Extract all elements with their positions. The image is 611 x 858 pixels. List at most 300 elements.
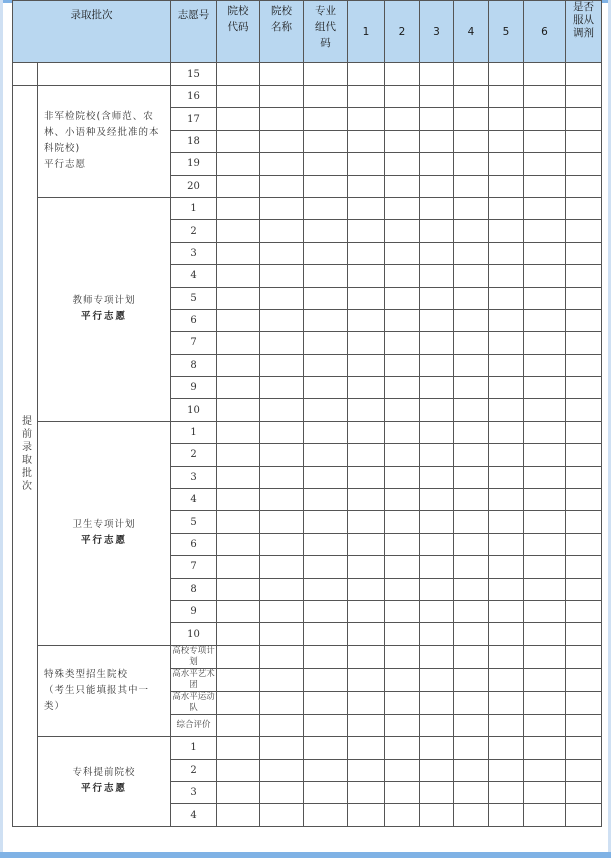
entry-cell[interactable] bbox=[489, 399, 524, 421]
entry-cell[interactable] bbox=[420, 309, 454, 331]
entry-cell[interactable] bbox=[420, 421, 454, 443]
entry-cell[interactable] bbox=[385, 759, 420, 781]
entry-cell[interactable] bbox=[454, 153, 489, 175]
entry-cell[interactable] bbox=[420, 668, 454, 691]
entry-cell[interactable] bbox=[260, 489, 304, 511]
entry-cell[interactable] bbox=[385, 332, 420, 354]
entry-cell[interactable] bbox=[524, 668, 566, 691]
entry-cell[interactable] bbox=[385, 466, 420, 488]
entry-cell[interactable] bbox=[385, 804, 420, 826]
entry-cell[interactable] bbox=[348, 600, 385, 622]
entry-cell[interactable] bbox=[454, 737, 489, 759]
entry-cell[interactable] bbox=[420, 354, 454, 376]
entry-cell[interactable] bbox=[454, 309, 489, 331]
entry-cell[interactable] bbox=[260, 332, 304, 354]
entry-cell[interactable] bbox=[489, 804, 524, 826]
entry-cell[interactable] bbox=[489, 600, 524, 622]
entry-cell[interactable] bbox=[420, 600, 454, 622]
entry-cell[interactable] bbox=[260, 714, 304, 736]
entry-cell[interactable] bbox=[304, 533, 348, 555]
entry-cell[interactable] bbox=[217, 714, 260, 736]
entry-cell[interactable] bbox=[304, 466, 348, 488]
entry-cell[interactable] bbox=[217, 377, 260, 399]
entry-cell[interactable] bbox=[385, 556, 420, 578]
entry-cell[interactable] bbox=[217, 781, 260, 803]
entry-cell[interactable] bbox=[566, 600, 602, 622]
entry-cell[interactable] bbox=[566, 489, 602, 511]
entry-cell[interactable] bbox=[420, 804, 454, 826]
entry-cell[interactable] bbox=[304, 691, 348, 714]
entry-cell[interactable] bbox=[454, 421, 489, 443]
entry-cell[interactable] bbox=[304, 489, 348, 511]
entry-cell[interactable] bbox=[304, 130, 348, 152]
entry-cell[interactable] bbox=[420, 623, 454, 645]
entry-cell[interactable] bbox=[348, 804, 385, 826]
entry-cell[interactable] bbox=[524, 714, 566, 736]
entry-cell[interactable] bbox=[348, 556, 385, 578]
entry-cell[interactable] bbox=[348, 287, 385, 309]
entry-cell[interactable] bbox=[489, 668, 524, 691]
entry-cell[interactable] bbox=[454, 668, 489, 691]
entry-cell[interactable] bbox=[524, 265, 566, 287]
entry-cell[interactable] bbox=[566, 399, 602, 421]
entry-cell[interactable] bbox=[348, 332, 385, 354]
entry-cell[interactable] bbox=[420, 332, 454, 354]
entry-cell[interactable] bbox=[304, 714, 348, 736]
entry-cell[interactable] bbox=[524, 759, 566, 781]
entry-cell[interactable] bbox=[385, 309, 420, 331]
entry-cell[interactable] bbox=[217, 242, 260, 264]
entry-cell[interactable] bbox=[217, 399, 260, 421]
entry-cell[interactable] bbox=[217, 265, 260, 287]
entry-cell[interactable] bbox=[348, 781, 385, 803]
entry-cell[interactable] bbox=[348, 623, 385, 645]
entry-cell[interactable] bbox=[489, 130, 524, 152]
entry-cell[interactable] bbox=[524, 511, 566, 533]
entry-cell[interactable] bbox=[217, 600, 260, 622]
entry-cell[interactable] bbox=[304, 332, 348, 354]
entry-cell[interactable] bbox=[524, 623, 566, 645]
entry-cell[interactable] bbox=[348, 691, 385, 714]
entry-cell[interactable] bbox=[348, 377, 385, 399]
entry-cell[interactable] bbox=[454, 645, 489, 668]
entry-cell[interactable] bbox=[260, 153, 304, 175]
entry-cell[interactable] bbox=[566, 668, 602, 691]
entry-cell[interactable] bbox=[260, 63, 304, 86]
entry-cell[interactable] bbox=[348, 737, 385, 759]
entry-cell[interactable] bbox=[454, 489, 489, 511]
entry-cell[interactable] bbox=[524, 63, 566, 86]
entry-cell[interactable] bbox=[385, 781, 420, 803]
entry-cell[interactable] bbox=[348, 242, 385, 264]
entry-cell[interactable] bbox=[385, 63, 420, 86]
entry-cell[interactable] bbox=[217, 691, 260, 714]
entry-cell[interactable] bbox=[420, 175, 454, 197]
entry-cell[interactable] bbox=[348, 578, 385, 600]
entry-cell[interactable] bbox=[489, 220, 524, 242]
entry-cell[interactable] bbox=[304, 623, 348, 645]
entry-cell[interactable] bbox=[454, 759, 489, 781]
entry-cell[interactable] bbox=[420, 108, 454, 130]
entry-cell[interactable] bbox=[454, 714, 489, 736]
entry-cell[interactable] bbox=[524, 804, 566, 826]
entry-cell[interactable] bbox=[260, 108, 304, 130]
entry-cell[interactable] bbox=[566, 759, 602, 781]
entry-cell[interactable] bbox=[420, 556, 454, 578]
entry-cell[interactable] bbox=[566, 220, 602, 242]
entry-cell[interactable] bbox=[524, 466, 566, 488]
entry-cell[interactable] bbox=[566, 332, 602, 354]
entry-cell[interactable] bbox=[566, 556, 602, 578]
entry-cell[interactable] bbox=[566, 175, 602, 197]
entry-cell[interactable] bbox=[385, 399, 420, 421]
entry-cell[interactable] bbox=[385, 220, 420, 242]
entry-cell[interactable] bbox=[454, 444, 489, 466]
entry-cell[interactable] bbox=[489, 265, 524, 287]
entry-cell[interactable] bbox=[217, 466, 260, 488]
entry-cell[interactable] bbox=[385, 623, 420, 645]
entry-cell[interactable] bbox=[524, 533, 566, 555]
entry-cell[interactable] bbox=[304, 399, 348, 421]
entry-cell[interactable] bbox=[454, 804, 489, 826]
entry-cell[interactable] bbox=[420, 714, 454, 736]
entry-cell[interactable] bbox=[454, 623, 489, 645]
entry-cell[interactable] bbox=[524, 130, 566, 152]
entry-cell[interactable] bbox=[304, 421, 348, 443]
entry-cell[interactable] bbox=[454, 197, 489, 219]
entry-cell[interactable] bbox=[260, 130, 304, 152]
entry-cell[interactable] bbox=[420, 265, 454, 287]
entry-cell[interactable] bbox=[217, 759, 260, 781]
entry-cell[interactable] bbox=[566, 444, 602, 466]
entry-cell[interactable] bbox=[217, 354, 260, 376]
entry-cell[interactable] bbox=[217, 309, 260, 331]
entry-cell[interactable] bbox=[217, 153, 260, 175]
entry-cell[interactable] bbox=[489, 175, 524, 197]
entry-cell[interactable] bbox=[454, 242, 489, 264]
entry-cell[interactable] bbox=[420, 737, 454, 759]
entry-cell[interactable] bbox=[217, 444, 260, 466]
entry-cell[interactable] bbox=[454, 556, 489, 578]
entry-cell[interactable] bbox=[304, 804, 348, 826]
entry-cell[interactable] bbox=[454, 220, 489, 242]
entry-cell[interactable] bbox=[566, 63, 602, 86]
entry-cell[interactable] bbox=[566, 781, 602, 803]
entry-cell[interactable] bbox=[524, 737, 566, 759]
entry-cell[interactable] bbox=[524, 489, 566, 511]
entry-cell[interactable] bbox=[385, 421, 420, 443]
entry-cell[interactable] bbox=[304, 781, 348, 803]
entry-cell[interactable] bbox=[420, 220, 454, 242]
entry-cell[interactable] bbox=[260, 600, 304, 622]
entry-cell[interactable] bbox=[420, 466, 454, 488]
entry-cell[interactable] bbox=[489, 377, 524, 399]
entry-cell[interactable] bbox=[348, 265, 385, 287]
entry-cell[interactable] bbox=[260, 265, 304, 287]
entry-cell[interactable] bbox=[489, 645, 524, 668]
entry-cell[interactable] bbox=[454, 578, 489, 600]
entry-cell[interactable] bbox=[348, 645, 385, 668]
entry-cell[interactable] bbox=[385, 354, 420, 376]
entry-cell[interactable] bbox=[385, 287, 420, 309]
entry-cell[interactable] bbox=[304, 759, 348, 781]
entry-cell[interactable] bbox=[217, 804, 260, 826]
entry-cell[interactable] bbox=[260, 533, 304, 555]
entry-cell[interactable] bbox=[489, 86, 524, 108]
entry-cell[interactable] bbox=[304, 668, 348, 691]
entry-cell[interactable] bbox=[489, 242, 524, 264]
entry-cell[interactable] bbox=[489, 63, 524, 86]
entry-cell[interactable] bbox=[260, 737, 304, 759]
entry-cell[interactable] bbox=[217, 623, 260, 645]
entry-cell[interactable] bbox=[304, 197, 348, 219]
entry-cell[interactable] bbox=[566, 287, 602, 309]
entry-cell[interactable] bbox=[489, 533, 524, 555]
entry-cell[interactable] bbox=[489, 153, 524, 175]
entry-cell[interactable] bbox=[348, 63, 385, 86]
entry-cell[interactable] bbox=[489, 444, 524, 466]
entry-cell[interactable] bbox=[217, 737, 260, 759]
entry-cell[interactable] bbox=[348, 130, 385, 152]
entry-cell[interactable] bbox=[454, 175, 489, 197]
entry-cell[interactable] bbox=[304, 578, 348, 600]
entry-cell[interactable] bbox=[454, 466, 489, 488]
entry-cell[interactable] bbox=[348, 175, 385, 197]
entry-cell[interactable] bbox=[304, 175, 348, 197]
entry-cell[interactable] bbox=[385, 511, 420, 533]
entry-cell[interactable] bbox=[489, 623, 524, 645]
entry-cell[interactable] bbox=[385, 130, 420, 152]
entry-cell[interactable] bbox=[566, 197, 602, 219]
entry-cell[interactable] bbox=[217, 175, 260, 197]
entry-cell[interactable] bbox=[489, 556, 524, 578]
entry-cell[interactable] bbox=[524, 377, 566, 399]
entry-cell[interactable] bbox=[348, 86, 385, 108]
entry-cell[interactable] bbox=[385, 489, 420, 511]
entry-cell[interactable] bbox=[420, 444, 454, 466]
entry-cell[interactable] bbox=[566, 804, 602, 826]
entry-cell[interactable] bbox=[217, 108, 260, 130]
entry-cell[interactable] bbox=[489, 781, 524, 803]
entry-cell[interactable] bbox=[217, 332, 260, 354]
entry-cell[interactable] bbox=[260, 804, 304, 826]
entry-cell[interactable] bbox=[260, 623, 304, 645]
entry-cell[interactable] bbox=[566, 645, 602, 668]
entry-cell[interactable] bbox=[385, 600, 420, 622]
entry-cell[interactable] bbox=[348, 220, 385, 242]
entry-cell[interactable] bbox=[260, 691, 304, 714]
entry-cell[interactable] bbox=[454, 130, 489, 152]
entry-cell[interactable] bbox=[524, 220, 566, 242]
entry-cell[interactable] bbox=[454, 377, 489, 399]
entry-cell[interactable] bbox=[260, 645, 304, 668]
entry-cell[interactable] bbox=[348, 668, 385, 691]
entry-cell[interactable] bbox=[454, 511, 489, 533]
entry-cell[interactable] bbox=[420, 511, 454, 533]
entry-cell[interactable] bbox=[454, 108, 489, 130]
entry-cell[interactable] bbox=[385, 265, 420, 287]
entry-cell[interactable] bbox=[348, 444, 385, 466]
entry-cell[interactable] bbox=[420, 759, 454, 781]
entry-cell[interactable] bbox=[260, 781, 304, 803]
entry-cell[interactable] bbox=[524, 421, 566, 443]
entry-cell[interactable] bbox=[385, 714, 420, 736]
entry-cell[interactable] bbox=[454, 63, 489, 86]
entry-cell[interactable] bbox=[489, 714, 524, 736]
entry-cell[interactable] bbox=[304, 600, 348, 622]
entry-cell[interactable] bbox=[260, 197, 304, 219]
entry-cell[interactable] bbox=[304, 86, 348, 108]
entry-cell[interactable] bbox=[566, 737, 602, 759]
entry-cell[interactable] bbox=[420, 86, 454, 108]
entry-cell[interactable] bbox=[524, 354, 566, 376]
entry-cell[interactable] bbox=[524, 781, 566, 803]
entry-cell[interactable] bbox=[385, 578, 420, 600]
entry-cell[interactable] bbox=[454, 781, 489, 803]
entry-cell[interactable] bbox=[348, 153, 385, 175]
entry-cell[interactable] bbox=[420, 63, 454, 86]
entry-cell[interactable] bbox=[348, 759, 385, 781]
entry-cell[interactable] bbox=[260, 466, 304, 488]
entry-cell[interactable] bbox=[420, 197, 454, 219]
entry-cell[interactable] bbox=[304, 737, 348, 759]
entry-cell[interactable] bbox=[420, 287, 454, 309]
entry-cell[interactable] bbox=[524, 108, 566, 130]
entry-cell[interactable] bbox=[348, 421, 385, 443]
entry-cell[interactable] bbox=[260, 377, 304, 399]
entry-cell[interactable] bbox=[385, 108, 420, 130]
entry-cell[interactable] bbox=[260, 309, 304, 331]
entry-cell[interactable] bbox=[260, 556, 304, 578]
entry-cell[interactable] bbox=[385, 533, 420, 555]
entry-cell[interactable] bbox=[454, 86, 489, 108]
entry-cell[interactable] bbox=[217, 511, 260, 533]
entry-cell[interactable] bbox=[454, 332, 489, 354]
entry-cell[interactable] bbox=[304, 108, 348, 130]
entry-cell[interactable] bbox=[304, 153, 348, 175]
entry-cell[interactable] bbox=[489, 466, 524, 488]
entry-cell[interactable] bbox=[524, 600, 566, 622]
entry-cell[interactable] bbox=[260, 668, 304, 691]
entry-cell[interactable] bbox=[524, 153, 566, 175]
entry-cell[interactable] bbox=[420, 130, 454, 152]
entry-cell[interactable] bbox=[348, 108, 385, 130]
entry-cell[interactable] bbox=[217, 63, 260, 86]
entry-cell[interactable] bbox=[260, 242, 304, 264]
entry-cell[interactable] bbox=[385, 242, 420, 264]
entry-cell[interactable] bbox=[304, 287, 348, 309]
entry-cell[interactable] bbox=[489, 197, 524, 219]
entry-cell[interactable] bbox=[524, 444, 566, 466]
entry-cell[interactable] bbox=[566, 377, 602, 399]
entry-cell[interactable] bbox=[566, 309, 602, 331]
entry-cell[interactable] bbox=[489, 759, 524, 781]
entry-cell[interactable] bbox=[304, 265, 348, 287]
entry-cell[interactable] bbox=[454, 691, 489, 714]
entry-cell[interactable] bbox=[566, 265, 602, 287]
entry-cell[interactable] bbox=[524, 86, 566, 108]
entry-cell[interactable] bbox=[385, 645, 420, 668]
entry-cell[interactable] bbox=[420, 377, 454, 399]
entry-cell[interactable] bbox=[420, 242, 454, 264]
entry-cell[interactable] bbox=[385, 737, 420, 759]
entry-cell[interactable] bbox=[385, 377, 420, 399]
entry-cell[interactable] bbox=[420, 533, 454, 555]
entry-cell[interactable] bbox=[385, 153, 420, 175]
entry-cell[interactable] bbox=[304, 63, 348, 86]
entry-cell[interactable] bbox=[489, 332, 524, 354]
entry-cell[interactable] bbox=[348, 511, 385, 533]
entry-cell[interactable] bbox=[489, 309, 524, 331]
entry-cell[interactable] bbox=[348, 714, 385, 736]
entry-cell[interactable] bbox=[566, 511, 602, 533]
entry-cell[interactable] bbox=[304, 444, 348, 466]
entry-cell[interactable] bbox=[489, 421, 524, 443]
entry-cell[interactable] bbox=[385, 175, 420, 197]
entry-cell[interactable] bbox=[217, 220, 260, 242]
entry-cell[interactable] bbox=[385, 86, 420, 108]
entry-cell[interactable] bbox=[566, 533, 602, 555]
entry-cell[interactable] bbox=[524, 332, 566, 354]
entry-cell[interactable] bbox=[304, 645, 348, 668]
entry-cell[interactable] bbox=[489, 691, 524, 714]
entry-cell[interactable] bbox=[260, 86, 304, 108]
entry-cell[interactable] bbox=[489, 354, 524, 376]
entry-cell[interactable] bbox=[260, 287, 304, 309]
entry-cell[interactable] bbox=[524, 287, 566, 309]
entry-cell[interactable] bbox=[217, 197, 260, 219]
entry-cell[interactable] bbox=[489, 489, 524, 511]
entry-cell[interactable] bbox=[420, 399, 454, 421]
entry-cell[interactable] bbox=[348, 354, 385, 376]
entry-cell[interactable] bbox=[524, 691, 566, 714]
entry-cell[interactable] bbox=[524, 242, 566, 264]
entry-cell[interactable] bbox=[217, 489, 260, 511]
entry-cell[interactable] bbox=[348, 197, 385, 219]
entry-cell[interactable] bbox=[385, 668, 420, 691]
entry-cell[interactable] bbox=[304, 220, 348, 242]
entry-cell[interactable] bbox=[304, 511, 348, 533]
entry-cell[interactable] bbox=[348, 533, 385, 555]
entry-cell[interactable] bbox=[489, 578, 524, 600]
entry-cell[interactable] bbox=[454, 265, 489, 287]
entry-cell[interactable] bbox=[566, 108, 602, 130]
entry-cell[interactable] bbox=[385, 197, 420, 219]
entry-cell[interactable] bbox=[489, 108, 524, 130]
entry-cell[interactable] bbox=[454, 600, 489, 622]
entry-cell[interactable] bbox=[217, 421, 260, 443]
entry-cell[interactable] bbox=[566, 578, 602, 600]
entry-cell[interactable] bbox=[420, 691, 454, 714]
entry-cell[interactable] bbox=[348, 489, 385, 511]
entry-cell[interactable] bbox=[304, 242, 348, 264]
entry-cell[interactable] bbox=[260, 444, 304, 466]
entry-cell[interactable] bbox=[260, 578, 304, 600]
entry-cell[interactable] bbox=[524, 175, 566, 197]
entry-cell[interactable] bbox=[304, 309, 348, 331]
entry-cell[interactable] bbox=[304, 377, 348, 399]
entry-cell[interactable] bbox=[260, 511, 304, 533]
entry-cell[interactable] bbox=[348, 309, 385, 331]
entry-cell[interactable] bbox=[217, 533, 260, 555]
entry-cell[interactable] bbox=[566, 691, 602, 714]
entry-cell[interactable] bbox=[217, 556, 260, 578]
entry-cell[interactable] bbox=[566, 714, 602, 736]
entry-cell[interactable] bbox=[217, 668, 260, 691]
entry-cell[interactable] bbox=[566, 354, 602, 376]
entry-cell[interactable] bbox=[489, 737, 524, 759]
entry-cell[interactable] bbox=[260, 220, 304, 242]
